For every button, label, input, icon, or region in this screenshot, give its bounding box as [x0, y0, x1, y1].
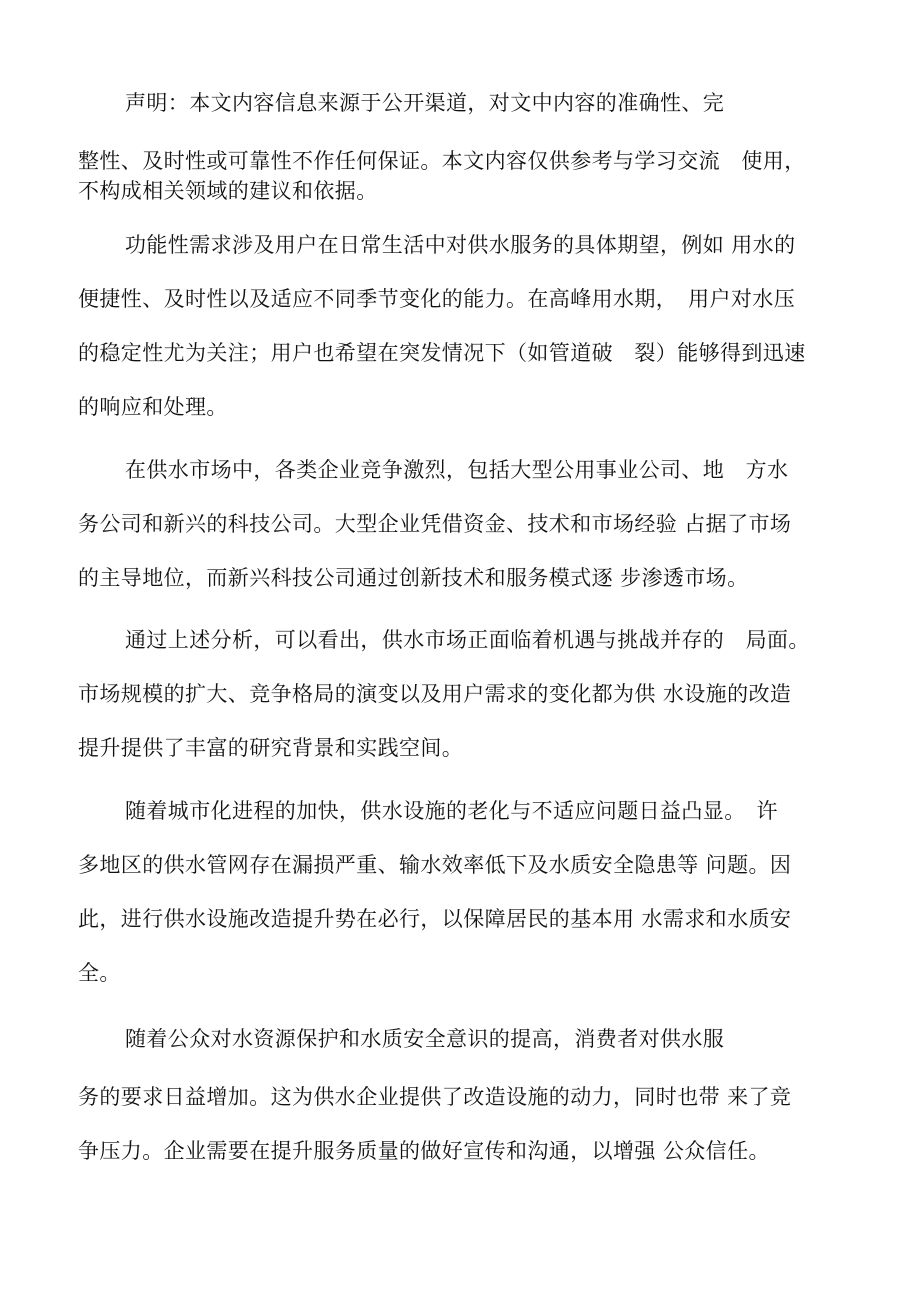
- paragraph-3-line-1: 在供水市场中，各类企业竞争激烈，包括大型公用事业公司、地 方水: [125, 458, 789, 482]
- paragraph-3-line-3: 的主导地位，而新兴科技公司通过创新技术和服务模式逐 步渗透市场。: [78, 566, 749, 590]
- paragraph-5-line-2: 多地区的供水管网存在漏损严重、输水效率低下及水质安全隐患等 问题。因: [78, 853, 792, 877]
- paragraph-5-line-3: 此，进行供水设施改造提升势在必行，以保障居民的基本用 水需求和水质安: [78, 907, 792, 931]
- paragraph-6-line-2: 务的要求日益增加。这为供水企业提供了改造设施的动力，同时也带 来了竞: [78, 1085, 792, 1109]
- paragraph-3-line-2: 务公司和新兴的科技公司。大型企业凭借资金、技术和市场经验 占据了市场: [78, 512, 792, 536]
- paragraph-4-line-2: 市场规模的扩大、竞争格局的演变以及用户需求的变化都为供 水设施的改造: [78, 682, 792, 706]
- paragraph-2-line-3: 的稳定性尤为关注；用户也希望在突发情况下（如管道破 裂）能够得到迅速: [78, 341, 806, 365]
- paragraph-5-line-4: 全。: [78, 961, 121, 985]
- paragraph-2-line-2: 便捷性、及时性以及适应不同季节变化的能力。在高峰用水期， 用户对水压: [78, 287, 796, 311]
- paragraph-6-line-3: 争压力。企业需要在提升服务质量的做好宣传和沟通，以增强 公众信任。: [78, 1139, 770, 1163]
- disclaimer-line-3: 不构成相关领域的建议和依据。: [78, 179, 378, 203]
- paragraph-5-line-1: 随着城市化进程的加快，供水设施的老化与不适应问题日益凸显。 许: [125, 799, 778, 823]
- paragraph-4-line-1: 通过上述分析，可以看出，供水市场正面临着机遇与挑战并存的 局面。: [125, 628, 810, 652]
- paragraph-2-line-1: 功能性需求涉及用户在日常生活中对供水服务的具体期望，例如 用水的: [125, 233, 796, 257]
- disclaimer-line-2: 整性、及时性或可靠性不作任何保证。本文内容仅供参考与学习交流 使用，: [78, 149, 806, 173]
- paragraph-6-line-1: 随着公众对水资源保护和水质安全意识的提高，消费者对供水服: [125, 1027, 725, 1051]
- paragraph-2-line-4: 的响应和处理。: [78, 395, 228, 419]
- disclaimer-line-1: 声明：本文内容信息来源于公开渠道，对文中内容的准确性、完: [125, 91, 725, 115]
- paragraph-4-line-3: 提升提供了丰富的研究背景和实践空间。: [78, 736, 464, 760]
